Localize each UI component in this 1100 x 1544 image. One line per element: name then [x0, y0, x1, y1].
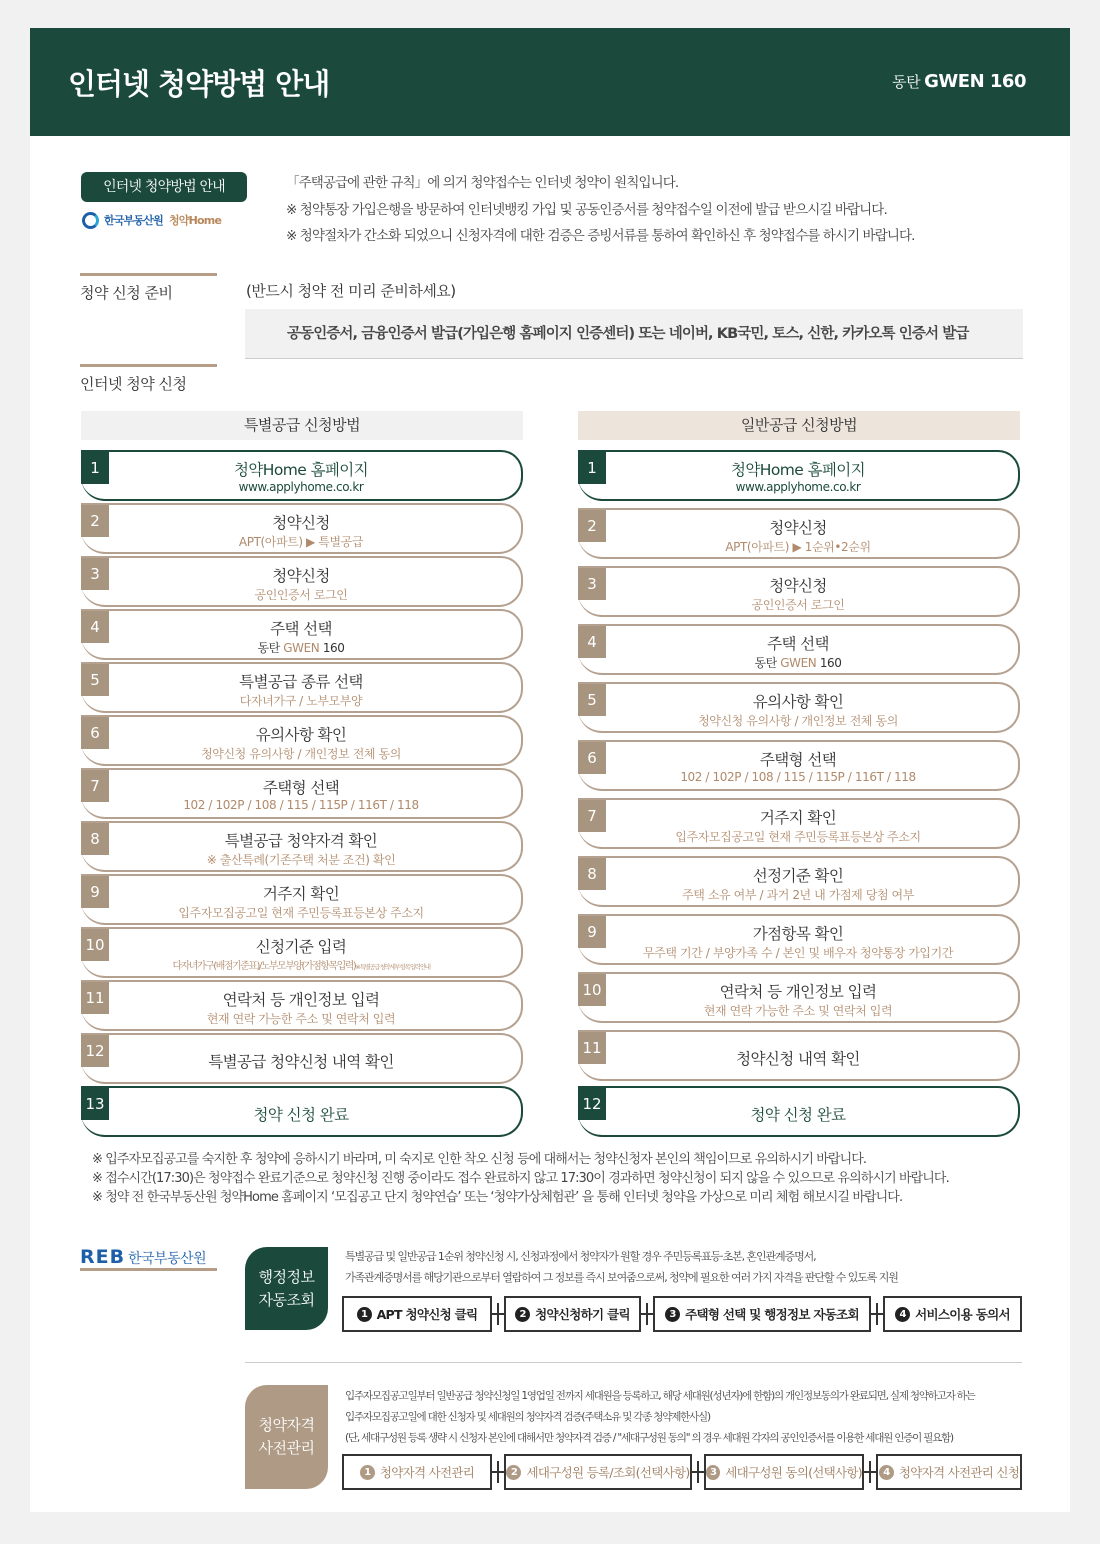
step-sub-small: ※ 특별공급 청약 세부 항목 입력 안내: [355, 963, 430, 971]
pre-process: [342, 1454, 1022, 1490]
step-sub: ※ 출산특례(기존주택 처분 조건) 확인: [206, 853, 396, 867]
intro-line: ※ 청약통장 가입은행을 방문하여 인터넷뱅킹 가입 및 공동인증서를 청약접수일 이전에 발급 받으시길 바랍니다.: [286, 201, 887, 218]
step-sub: 현재 연락 가능한 주소 및 연락처 입력: [206, 1012, 396, 1026]
step-number: 8: [81, 823, 109, 855]
step-circle: 2: [515, 1307, 530, 1322]
step-number: 2: [81, 505, 109, 537]
admin-badge: [245, 1247, 328, 1330]
step-title: 청약신청: [272, 567, 330, 585]
step-title: 연락처 등 개인정보 입력: [222, 991, 380, 1009]
step-sub: 102 / 102P / 108 / 115 / 115P / 116T / 118: [680, 770, 916, 784]
page-title: 인터넷 청약방법 안내: [68, 67, 330, 101]
connector: [871, 1313, 883, 1315]
step-sub: www.applyhome.co.kr: [735, 480, 861, 494]
step-circle: 3: [706, 1465, 720, 1480]
section-label-prep: 청약 신청 준비: [80, 273, 217, 303]
page: [30, 28, 1070, 1512]
step-number: 11: [578, 1032, 606, 1064]
connector: [492, 1313, 504, 1315]
step-sub: 102 / 102P / 108 / 115 / 115P / 116T / 118: [183, 798, 419, 812]
note-line: ※ 청약 전 한국부동산원 청약Home 홈페이지 ‘모집공고 단지 청약연습’ 또는 ‘청약가상체험관’ 을 통해 인터넷 청약을 가상으로 미리 체험 해보시길 바랍니다.: [92, 1190, 903, 1205]
step-number: 7: [81, 770, 109, 802]
special-step-2: [81, 503, 523, 554]
step-sub: [81, 957, 521, 972]
step-sub: 청약신청 유의사항 / 개인정보 전체 동의: [201, 747, 401, 761]
step-title: 청약Home 홈페이지: [731, 461, 865, 479]
brand-name: GWEN 160: [924, 71, 1026, 92]
step-title: 주택 선택: [270, 620, 332, 638]
step-label: 세대구성원 등록/조회(선택사항): [526, 1465, 690, 1480]
step-sub: 입주자모집공고일 현재 주민등록표등본상 주소지: [675, 830, 921, 844]
connector: [692, 1471, 704, 1473]
step-title: 특별공급 청약신청 내역 확인: [208, 1053, 394, 1071]
step-title: 특별공급 청약자격 확인: [224, 832, 378, 850]
desc-line: 입주자모집공고일부터 일반공급 청약신청일 1영업일 전까지 세대원을 등록하고, 해당 세대원(성년자)에 한함)의 개인정보동의가 완료되면, 실제 청약하고자 하는: [345, 1390, 975, 1402]
special-step-7: [81, 768, 523, 819]
step-title: 유의사항 확인: [255, 726, 347, 744]
step-sub-part: 동탄: [754, 656, 777, 670]
step-sub: [81, 639, 521, 656]
general-step-11: [578, 1030, 1020, 1081]
reb-logo-icon: [82, 212, 99, 229]
note-line: ※ 접수시간(17:30)은 청약접수 완료기준으로 청약신청 진행 중이라도 접수 완료하지 않고 17:30이 경과하면 청약신청이 되지 않을 수 있으므로 유의하시기 바랍니다.: [92, 1171, 949, 1186]
general-step-1: [578, 450, 1020, 501]
special-step-1: [81, 450, 523, 501]
desc-line: 입주자모집공고일에 대한 신청자 및 세대원의 청약자격 검증(주택소유 및 각종 청약제한사실): [345, 1411, 710, 1423]
general-step-4: [578, 624, 1020, 675]
step-title: 거주지 확인: [759, 809, 837, 827]
badge-line: 자동조회: [258, 1290, 315, 1309]
step-sub: 입주자모집공고일 현재 주민등록표등본상 주소지: [178, 906, 424, 920]
step-title: 신청기준 입력: [255, 938, 347, 956]
admin-process: [342, 1296, 1022, 1332]
step-number: 6: [578, 742, 606, 774]
step-sub: www.applyhome.co.kr: [238, 480, 364, 494]
intro-text: [286, 170, 1046, 250]
step-circle: 1: [360, 1465, 375, 1480]
step-sub: 공인인증서 로그인: [254, 588, 348, 602]
step-circle: 3: [665, 1307, 680, 1322]
step-number: 1: [578, 452, 606, 484]
divider: [245, 1362, 1022, 1363]
general-step-12: [578, 1086, 1020, 1137]
admin-step-2: [504, 1296, 641, 1332]
special-step-6: [81, 715, 523, 766]
intro-badge: 인터넷 청약방법 안내: [81, 172, 247, 202]
step-number: 10: [578, 974, 606, 1006]
step-title: 청약 신청 완료: [253, 1106, 349, 1124]
step-title: 거주지 확인: [262, 885, 340, 903]
step-number: 12: [578, 1088, 606, 1120]
step-sub: 다자녀가구 / 노부모부양: [239, 694, 363, 708]
step-sub: 무주택 기간 / 부양가족 수 / 본인 및 배우자 청약통장 가입기간: [642, 946, 954, 960]
step-sub-part: 160: [819, 656, 842, 670]
step-number: 10: [81, 929, 109, 961]
notes: [92, 1150, 1052, 1207]
step-number: 6: [81, 717, 109, 749]
step-sub-part: 다자녀가구(배점기준표)/노부모부양(가점항목입력): [172, 961, 356, 972]
special-step-5: [81, 662, 523, 713]
reb-logo: [80, 1246, 217, 1271]
pre-step-2: [504, 1454, 692, 1490]
special-step-12: [81, 1033, 523, 1084]
step-number: 11: [81, 982, 109, 1014]
reb-apply-logo: [82, 209, 221, 231]
step-title: 청약 신청 완료: [750, 1106, 846, 1124]
step-sub: 주택 소유 여부 / 과거 2년 내 가점제 당첨 여부: [682, 888, 914, 902]
step-title: 청약신청: [769, 577, 827, 595]
badge-line: 사전관리: [258, 1439, 315, 1457]
header: [30, 28, 1070, 136]
step-label: 세대구성원 동의(선택사항): [725, 1465, 862, 1480]
prep-note: (반드시 청약 전 미리 준비하세요): [246, 282, 456, 300]
step-label: 청약신청하기 클릭: [535, 1307, 630, 1322]
step-sub-part: GWEN: [283, 641, 320, 655]
general-heading: 일반공급 신청방법: [578, 411, 1020, 440]
step-number: 2: [578, 510, 606, 542]
step-number: 8: [578, 858, 606, 890]
admin-step-4: [883, 1296, 1022, 1332]
step-circle: 4: [879, 1465, 894, 1480]
admin-desc: [345, 1246, 898, 1288]
step-sub-part: 동탄: [257, 641, 280, 655]
connector: [864, 1471, 876, 1473]
step-title: 청약신청: [272, 514, 330, 532]
special-step-13: [81, 1086, 523, 1137]
step-circle: 4: [895, 1307, 910, 1322]
pre-desc: [345, 1386, 975, 1449]
general-step-9: [578, 914, 1020, 965]
step-title: 청약신청 내역 확인: [736, 1050, 860, 1068]
logo-apply: 청약Home: [168, 214, 222, 227]
special-step-10: [81, 927, 523, 978]
step-number: 5: [81, 664, 109, 696]
admin-step-1: [342, 1296, 492, 1332]
step-number: 3: [81, 558, 109, 590]
special-heading: 특별공급 신청방법: [81, 411, 523, 440]
step-title: 주택형 선택: [759, 751, 837, 769]
badge-line: 행정정보: [258, 1267, 315, 1286]
step-number: 7: [578, 800, 606, 832]
pre-step-4: [876, 1454, 1022, 1490]
general-step-3: [578, 566, 1020, 617]
step-number: 3: [578, 568, 606, 600]
step-title: 특별공급 종류 선택: [239, 673, 363, 691]
desc-line: 특별공급 및 일반공급 1순위 청약신청 시, 신청과정에서 청약자가 원할 경우 주민등록표등·초본, 혼인관계증명서,: [345, 1250, 816, 1263]
step-title: 유의사항 확인: [752, 693, 844, 711]
general-step-10: [578, 972, 1020, 1023]
prep-box: 공동인증서, 금융인증서 발급(가입은행 홈페이지 인증센터) 또는 네이버, KB국민, 토스, 신한, 카카오톡 인증서 발급: [245, 309, 1023, 359]
desc-line: (단, 세대구성원 등록 생략 시 신청자 본인에 대해서만 청약자격 검증 / "세대구성원 동의" 의 경우 세대원 각자의 공인인증서를 이용한 세대원 인증이 필요함): [345, 1432, 953, 1444]
step-number: 13: [81, 1088, 109, 1120]
step-label: 주택형 선택 및 행정정보 자동조회: [685, 1307, 859, 1322]
general-step-6: [578, 740, 1020, 791]
step-label: 청약자격 사전관리 신청: [898, 1465, 1020, 1480]
intro-line: ※ 청약절차가 간소화 되었으니 신청자격에 대한 검증은 증빙서류를 통하여 확인하신 후 청약접수를 하시기 바랍니다.: [286, 228, 915, 244]
step-circle: 2: [506, 1465, 521, 1480]
step-number: 5: [578, 684, 606, 716]
step-number: 4: [578, 626, 606, 658]
general-step-5: [578, 682, 1020, 733]
pre-step-3: [704, 1454, 864, 1490]
special-step-11: [81, 980, 523, 1031]
general-step-8: [578, 856, 1020, 907]
step-title: 가점항목 확인: [752, 925, 844, 943]
step-sub: [578, 654, 1018, 671]
connector: [641, 1313, 653, 1315]
step-title: 청약신청: [769, 519, 827, 537]
intro-line: 「주택공급에 관한 규칙」에 의거 청약접수는 인터넷 청약이 원칙입니다.: [286, 175, 679, 191]
step-number: 9: [81, 876, 109, 908]
step-number: 1: [81, 452, 109, 484]
step-title: 주택형 선택: [262, 779, 340, 797]
general-step-2: [578, 508, 1020, 559]
special-step-9: [81, 874, 523, 925]
step-label: 청약자격 사전관리: [379, 1465, 475, 1480]
step-sub-part: 160: [322, 641, 345, 655]
step-sub: 청약신청 유의사항 / 개인정보 전체 동의: [698, 714, 898, 728]
special-step-8: [81, 821, 523, 872]
step-circle: 1: [357, 1307, 372, 1322]
step-title: 연락처 등 개인정보 입력: [719, 983, 877, 1001]
brand-prefix: 동탄: [892, 73, 921, 91]
step-label: APT 청약신청 클릭: [376, 1307, 478, 1322]
pre-step-1: [342, 1454, 492, 1490]
general-step-7: [578, 798, 1020, 849]
step-sub: APT(아파트) ▶ 1순위•2순위: [725, 540, 871, 554]
connector: [492, 1471, 504, 1473]
step-sub: 현재 연락 가능한 주소 및 연락처 입력: [703, 1004, 893, 1018]
step-sub-part: GWEN: [780, 656, 817, 670]
note-line: ※ 입주자모집공고를 숙지한 후 청약에 응하시기 바라며, 미 숙지로 인한 착오 신청 등에 대해서는 청약신청자 본인의 책임이므로 유의하시기 바랍니다.: [92, 1152, 867, 1167]
logo-text: 한국부동산원: [104, 214, 163, 227]
step-number: 12: [81, 1035, 109, 1067]
reb-mark: REB: [80, 1246, 126, 1268]
brand: [892, 71, 1026, 92]
step-title: 주택 선택: [767, 635, 829, 653]
admin-step-3: [653, 1296, 871, 1332]
step-number: 4: [81, 611, 109, 643]
pre-badge: [245, 1385, 328, 1489]
section-label-apply: 인터넷 청약 신청: [80, 364, 217, 394]
step-sub: 공인인증서 로그인: [751, 598, 845, 612]
special-step-3: [81, 556, 523, 607]
badge-line: 청약자격: [258, 1416, 315, 1434]
special-step-4: [81, 609, 523, 660]
step-label: 서비스이용 동의서: [915, 1307, 1010, 1322]
step-title: 선정기준 확인: [752, 867, 844, 885]
step-number: 9: [578, 916, 606, 948]
step-title: 청약Home 홈페이지: [234, 461, 368, 479]
reb-name: 한국부동산원: [128, 1251, 207, 1267]
desc-line: 가족관계증명서를 해당기관으로부터 열람하여 그 정보를 즉시 보여줌으로써, 청약에 필요한 여러 가지 자격을 판단할 수 있도록 지원: [345, 1271, 898, 1284]
step-sub: APT(아파트) ▶ 특별공급: [238, 535, 364, 549]
